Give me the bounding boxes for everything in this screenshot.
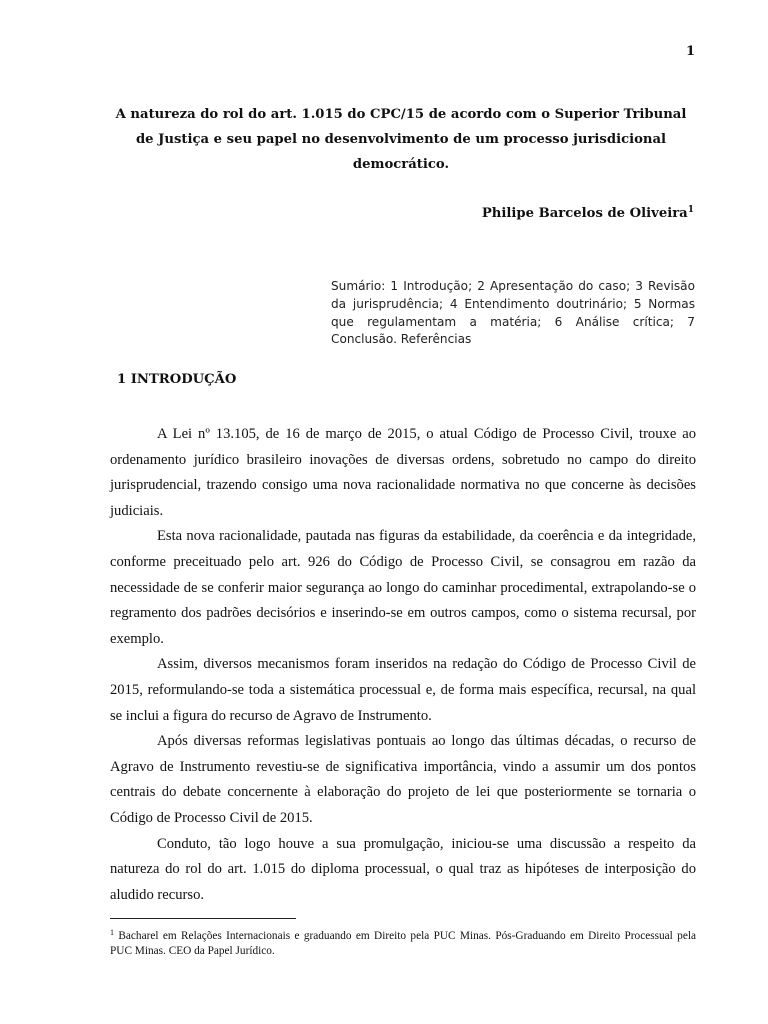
- footnote-text: Bacharel em Relações Internacionais e graduando em Direito pela PUC Minas. Pós-Graduando em Direito Processual pela PUC Minas. CEO da Papel Jurídico.: [110, 930, 696, 957]
- paragraph: Esta nova racionalidade, pautada nas figuras da estabilidade, da coerência e da integridade, conforme preceituado pelo art. 926 do Código de Processo Civil, se consagrou em razão da necessidade de se conferir maior segurança ao longo do caminhar procedimental, extrapolando-se o regramento dos padrões decisórios e inserindo-se em outros campos, como o sistema recursal, por exemplo.: [110, 528, 696, 647]
- paragraph: Conduto, tão logo houve a sua promulgação, iniciou-se uma discussão a respeito da natureza do rol do art. 1.015 do diploma processual, o qual traz as hipóteses de interposição do aludido recurso.: [110, 835, 696, 903]
- paragraph: Após diversas reformas legislativas pontuais ao longo das últimas décadas, o recurso de Agravo de Instrumento revestiu-se de significativa importância, vindo a assumir um dos pontos centrais do debate concernente à elaboração do projeto de lei que posteriormente se tornaria o Código de Processo Civil de 2015.: [110, 733, 696, 826]
- section-heading: 1 INTRODUÇÃO: [117, 372, 237, 387]
- author-line: [482, 205, 694, 221]
- footnote-divider: [110, 918, 296, 919]
- body-text: [110, 422, 696, 908]
- author-footnote-mark: 1: [687, 205, 694, 215]
- summary-block: Sumário: 1 Introdução; 2 Apresentação do caso; 3 Revisão da jurisprudência; 4 Entendimento doutrinário; 5 Normas que regulamentam a matéria; 6 Análise crítica; 7 Conclusão. Referências: [331, 279, 695, 347]
- page-number: 1: [685, 44, 695, 59]
- footnote: [110, 925, 696, 959]
- author-name: Philipe Barcelos de Oliveira: [481, 206, 688, 221]
- paragraph: Assim, diversos mecanismos foram inseridos na redação do Código de Processo Civil de 2015, reformulando-se toda a sistemática processual e, de forma mais específica, recursal, na qual se inclui a figura do recurso de Agravo de Instrumento.: [110, 656, 696, 724]
- document-title: A natureza do rol do art. 1.015 do CPC/15 de acordo com o Superior Tribunal de Justiça e seu papel no desenvolvimento de um processo jurisdicional democrático.: [115, 107, 687, 172]
- footnote-mark: 1: [110, 928, 114, 937]
- paragraph: A Lei nº 13.105, de 16 de março de 2015, o atual Código de Processo Civil, trouxe ao ordenamento jurídico brasileiro inovações de diversas ordens, sobretudo no campo do direito jurisprudencial, trazendo consigo uma nova racionalidade normativa no que concerne às decisões judiciais.: [110, 426, 696, 519]
